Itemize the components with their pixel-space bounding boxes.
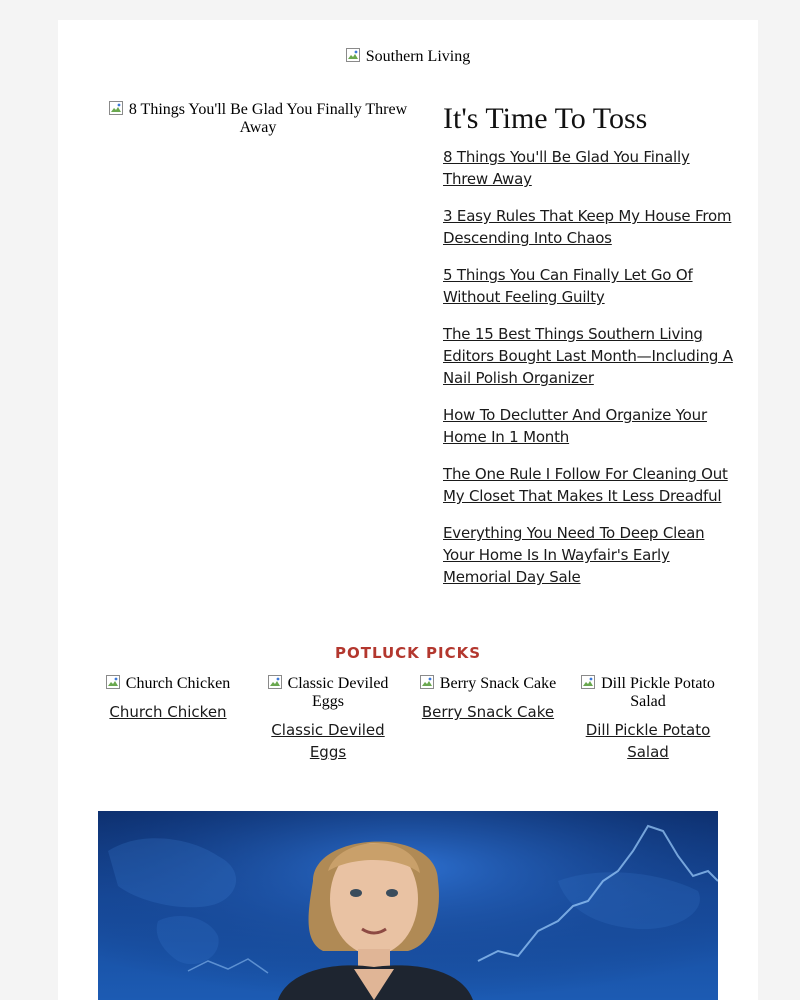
- article-link[interactable]: 5 Things You Can Finally Let Go Of Without Feeling Guilty: [443, 266, 693, 306]
- list-item: [443, 522, 733, 588]
- article-link[interactable]: 8 Things You'll Be Glad You Finally Threw Away: [443, 148, 690, 188]
- recipe-card: [578, 675, 718, 763]
- article-link[interactable]: 3 Easy Rules That Keep My House From Descending Into Chaos: [443, 207, 732, 247]
- recipe-image-alt-text: Berry Snack Cake: [439, 675, 557, 692]
- hero-image-alt-text: 8 Things You'll Be Glad You Finally Threw Away: [128, 101, 408, 136]
- recipe-image-alt-text: Classic Deviled Eggs: [287, 675, 389, 710]
- hero-image[interactable]: [98, 101, 418, 137]
- article-link[interactable]: The One Rule I Follow For Cleaning Out My Closet That Makes It Less Dreadful: [443, 465, 728, 505]
- broken-image-icon: [581, 675, 595, 689]
- recipe-image-alt-text: Dill Pickle Potato Salad: [601, 675, 715, 710]
- article-link[interactable]: How To Declutter And Organize Your Home In 1 Month: [443, 406, 707, 446]
- logo-image[interactable]: [346, 48, 470, 66]
- list-item: [443, 323, 733, 389]
- recipe-image[interactable]: [258, 675, 398, 711]
- hero-image-alt[interactable]: [98, 101, 418, 137]
- broken-image-icon: [268, 675, 282, 689]
- article-link[interactable]: The 15 Best Things Southern Living Editors Bought Last Month—Including A Nail Polish Organizer: [443, 325, 733, 387]
- article-link[interactable]: Everything You Need To Deep Clean Your Home Is In Wayfair's Early Memorial Day Sale: [443, 524, 705, 586]
- broken-image-icon: [420, 675, 434, 689]
- news-anchor-image: [98, 811, 718, 1000]
- recipe-card: [258, 675, 398, 763]
- list-item: [443, 463, 733, 507]
- recipe-link[interactable]: Classic Deviled Eggs: [271, 721, 385, 761]
- recipe-link[interactable]: Church Chicken: [109, 703, 227, 721]
- broken-image-icon: [346, 48, 360, 62]
- recipe-image[interactable]: [418, 675, 558, 693]
- recipe-image-alt-text: Church Chicken: [125, 675, 231, 692]
- logo[interactable]: [58, 48, 758, 66]
- video-thumbnail[interactable]: [98, 811, 718, 1000]
- list-item: [443, 146, 733, 190]
- broken-image-icon: [109, 101, 123, 115]
- potluck-grid: [98, 675, 718, 763]
- section-title-potluck: POTLUCK PICKS: [334, 644, 482, 662]
- recipe-image[interactable]: [578, 675, 718, 711]
- recipe-image[interactable]: [98, 675, 238, 693]
- recipe-link[interactable]: Dill Pickle Potato Salad: [585, 721, 711, 761]
- broken-image-icon: [106, 675, 120, 689]
- list-item: [443, 264, 733, 308]
- toss-article-list: [443, 146, 733, 603]
- recipe-link[interactable]: Berry Snack Cake: [421, 703, 555, 721]
- list-item: [443, 404, 733, 448]
- list-item: [443, 205, 733, 249]
- section-title-toss: It's Time To Toss: [443, 102, 648, 135]
- recipe-card: [418, 675, 558, 763]
- recipe-card: [98, 675, 238, 763]
- email-card: [58, 20, 758, 1000]
- logo-alt-text: Southern Living: [365, 48, 471, 65]
